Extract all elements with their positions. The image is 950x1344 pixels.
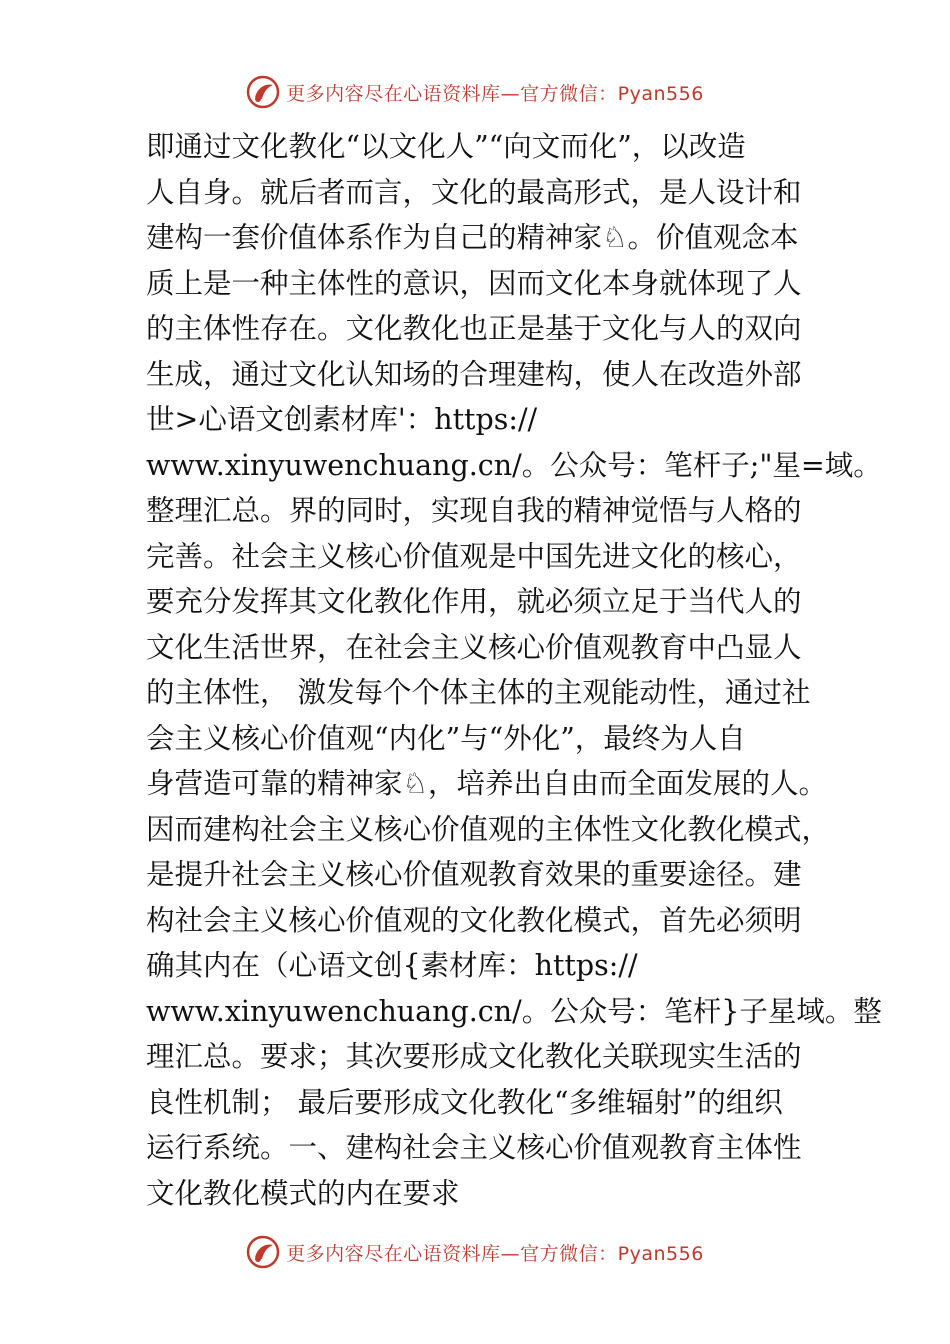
body-line: 质上是一种主体性的意识，因而文化本身就体现了人 (146, 266, 802, 300)
body-line: 的主体性， 激发每个个体主体的主观能动性，通过社 (146, 676, 811, 709)
header-banner-text: 更多内容尽在心语资料库—官方微信：Pyan556 (286, 82, 704, 105)
body-line: 运行系统。一、建构社会主义核心价值观教育主体性 (146, 1131, 802, 1164)
body-line: 完善。社会主义核心价值观是中国先进文化的核心， (146, 539, 802, 573)
body-line: 良性机制； 最后要形成文化教化“多维辐射”的组织 (146, 1085, 783, 1119)
body-line: 要充分发挥其文化教化作用，就必须立足于当代人的 (146, 585, 802, 618)
body-line: 建构一套价值体系作为自己的精神家♘。价值观念本 (146, 221, 799, 254)
brand-logo-icon (246, 1235, 280, 1269)
body-line: 是提升社会主义核心价值观教育效果的重要途径。建 (146, 858, 802, 891)
body-line: 文化教化模式的内在要求 (146, 1176, 460, 1210)
body-line: 生成，通过文化认知场的合理建构，使人在改造外部 (146, 357, 802, 391)
body-line: www.xinyuwenchuang.cn/。公众号：笔杆}子星域。整 (146, 994, 882, 1028)
brand-logo-icon (246, 75, 280, 109)
footer-banner (0, 1232, 950, 1272)
body-line: 因而建构社会主义核心价值观的主体性文化教化模式， (146, 812, 831, 846)
body-line: 文化生活世界，在社会主义核心价值观教育中凸显人 (146, 630, 802, 664)
body-line: 确其内在（心语文创{素材库：https:// (146, 949, 638, 982)
body-line: 即通过文化教化“以文化人”“向文而化”，以改造 (146, 130, 746, 163)
body-line: 会主义核心价值观“内化”与“外化”，最终为人自 (146, 721, 746, 755)
body-line: 理汇总。要求；其次要形成文化教化关联现实生活的 (146, 1040, 802, 1073)
body-line: 身营造可靠的精神家♘，培养出自由而全面发展的人。 (146, 767, 828, 800)
header-banner (0, 72, 950, 112)
footer-banner-text: 更多内容尽在心语资料库—官方微信：Pyan556 (286, 1242, 704, 1265)
body-line: 构社会主义核心价值观的文化教化模式，首先必须明 (146, 903, 802, 937)
body-line: 人自身。就后者而言，文化的最高形式，是人设计和 (146, 175, 802, 209)
document-body (146, 124, 882, 1216)
body-line: www.xinyuwenchuang.cn/。公众号：笔杆子;"星=域。 (146, 448, 882, 482)
body-line: 的主体性存在。文化教化也正是基于文化与人的双向 (146, 312, 802, 345)
body-line: 世>心语文创素材库'：https:// (146, 403, 538, 436)
body-line: 整理汇总。界的同时，实现自我的精神觉悟与人格的 (146, 494, 802, 527)
